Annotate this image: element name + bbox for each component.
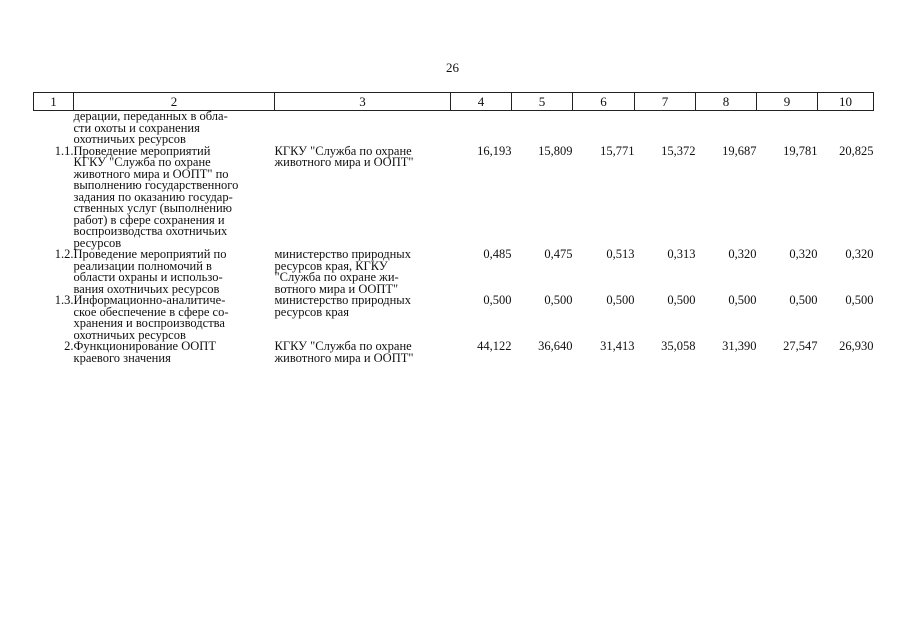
row-executor-text: КГКУ "Служба по охране животного мира и ООПТ" <box>274 143 414 169</box>
value-cell: 0,320 <box>845 247 874 261</box>
header-cell: 10 <box>818 93 874 111</box>
value-cell: 0,500 <box>728 293 757 307</box>
row-name <box>74 295 275 341</box>
table-row <box>34 146 874 250</box>
value-cell: 0,475 <box>544 247 573 261</box>
value-cell <box>757 111 818 146</box>
value-cell: 0,320 <box>728 247 757 261</box>
value-cell: 16,193 <box>477 143 512 158</box>
row-executor-text: министерство природных ресурсов края <box>274 293 411 319</box>
row-number <box>34 111 74 146</box>
row-executor <box>275 295 451 341</box>
data-table <box>33 92 874 364</box>
value-cell <box>818 111 874 146</box>
header-cell: 1 <box>34 93 74 111</box>
row-executor <box>275 249 451 295</box>
value-cell: 36,640 <box>538 339 573 353</box>
row-number: 1.1. <box>54 143 74 158</box>
value-cell: 0,513 <box>606 247 635 261</box>
value-cell: 15,372 <box>661 143 696 158</box>
table-row <box>34 295 874 341</box>
value-cell: 0,500 <box>544 293 573 307</box>
value-cell <box>635 111 696 146</box>
header-cell: 4 <box>451 93 512 111</box>
row-executor-text: министерство природных ресурсов края, КГКУ "Служба по охране жи- вотного мира и ООПТ" <box>274 247 411 296</box>
table-row <box>34 249 874 295</box>
value-cell <box>451 111 512 146</box>
row-name-text: дерации, переданных в обла- сти охоты и сохранения охотничьих ресурсов <box>73 109 228 146</box>
table-row <box>34 111 874 146</box>
value-cell: 0,485 <box>483 247 512 261</box>
value-cell: 31,390 <box>722 339 757 353</box>
row-number: 1.2. <box>54 247 74 261</box>
header-cell: 6 <box>573 93 635 111</box>
value-cell: 19,687 <box>722 143 757 158</box>
value-cell <box>573 111 635 146</box>
value-cell: 19,781 <box>783 143 818 158</box>
page-number: 26 <box>446 60 459 75</box>
value-cell: 31,413 <box>600 339 635 353</box>
value-cell: 20,825 <box>839 143 874 158</box>
header-cell: 3 <box>275 93 451 111</box>
value-cell: 15,771 <box>600 143 635 158</box>
value-cell: 0,500 <box>667 293 696 307</box>
row-executor <box>275 341 451 364</box>
value-cell: 44,122 <box>477 339 512 353</box>
row-executor <box>274 143 451 250</box>
value-cell: 0,500 <box>845 293 874 307</box>
value-cell: 35,058 <box>661 339 696 353</box>
row-name-text: Проведение мероприятий КГКУ "Служба по охране животного мира и ООПТ" по выполнению государственного задания по оказанию государ- ственных услуг (выполнению работ) в сфере сохранения и воспроизводства охотничьих ресурсов <box>73 143 239 250</box>
value-cell: 27,547 <box>783 339 818 353</box>
row-executor <box>275 111 451 146</box>
value-cell: 0,320 <box>789 247 818 261</box>
row-executor-text: КГКУ "Служба по охране животного мира и ООПТ" <box>274 339 414 365</box>
value-cell: 0,500 <box>483 293 512 307</box>
row-name-text: Функционирование ООПТ краевого значения <box>73 339 216 365</box>
table-row <box>34 341 874 364</box>
header-row <box>34 93 874 111</box>
header-cell: 9 <box>757 93 818 111</box>
value-cell: 26,930 <box>839 339 874 353</box>
row-name-text: Проведение мероприятий по реализации полномочий в области охраны и использо- вания охотничьих ресурсов <box>73 247 227 296</box>
row-name <box>73 143 275 250</box>
value-cell: 0,500 <box>606 293 635 307</box>
value-cell: 0,313 <box>667 247 696 261</box>
row-number: 2. <box>64 339 74 353</box>
row-name-text: Информационно-аналитиче- ское обеспечение в сфере со- хранения и воспроизводства охотничьих ресурсов <box>73 293 229 342</box>
row-name <box>74 341 275 364</box>
row-number: 1.3. <box>54 293 74 307</box>
value-cell <box>696 111 757 146</box>
header-cell: 8 <box>696 93 757 111</box>
header-cell: 5 <box>512 93 573 111</box>
row-name <box>74 111 275 146</box>
row-name <box>74 249 275 295</box>
value-cell: 0,500 <box>789 293 818 307</box>
header-cell: 7 <box>635 93 696 111</box>
value-cell: 15,809 <box>538 143 573 158</box>
value-cell <box>512 111 573 146</box>
header-cell: 2 <box>74 93 275 111</box>
